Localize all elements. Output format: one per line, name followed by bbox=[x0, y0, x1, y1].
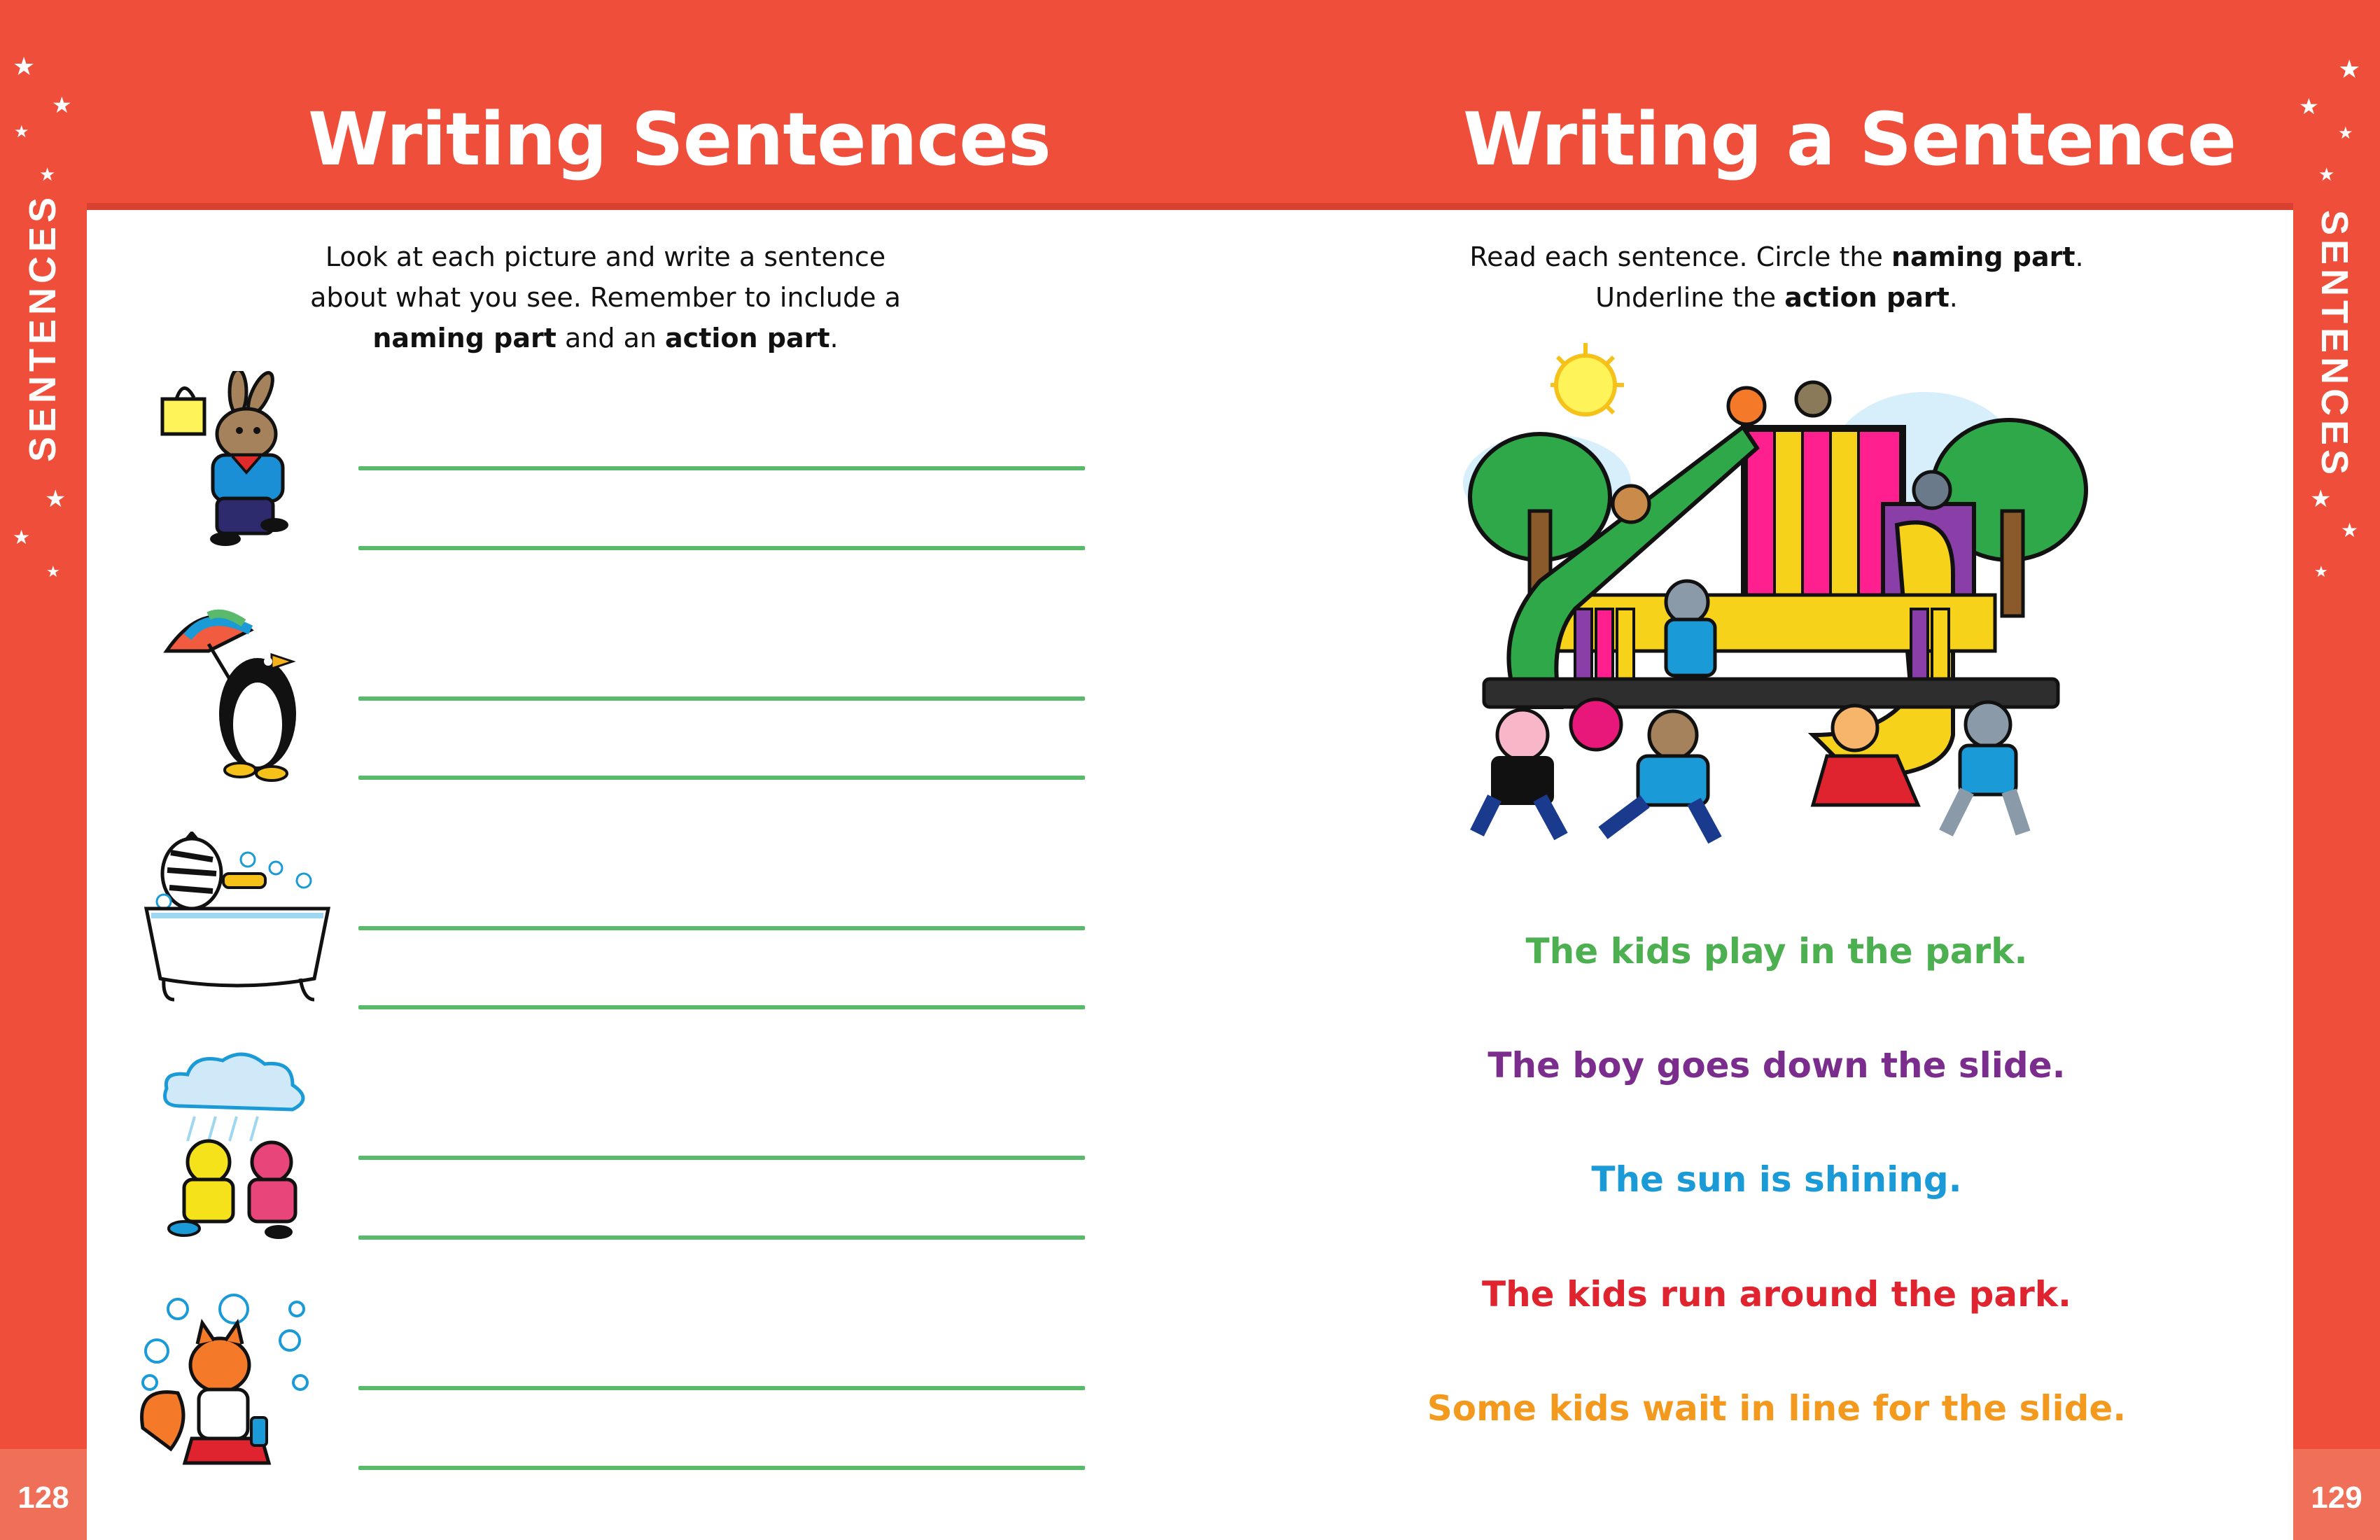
left-instructions bbox=[238, 237, 973, 358]
star-icon: ★ bbox=[13, 526, 31, 549]
star-icon: ★ bbox=[2338, 123, 2353, 143]
right-page-title: Writing a Sentence bbox=[1463, 97, 2236, 182]
sentence-4[interactable]: The kids run around the park. bbox=[1481, 1274, 2072, 1315]
star-icon: ★ bbox=[13, 52, 36, 81]
writing-line[interactable] bbox=[358, 1156, 1085, 1160]
instruction-line-2: about what you see. Remember to include a bbox=[310, 282, 901, 313]
sentence-5[interactable]: Some kids wait in line for the slide. bbox=[1427, 1388, 2127, 1429]
star-icon: ★ bbox=[14, 122, 29, 141]
writing-line[interactable] bbox=[358, 546, 1085, 550]
star-icon: ★ bbox=[52, 92, 72, 118]
penguin-with-umbrella-picture bbox=[160, 602, 321, 784]
star-icon: ★ bbox=[39, 164, 56, 186]
writing-line[interactable] bbox=[358, 1005, 1085, 1009]
fox-blowing-bubbles-picture bbox=[136, 1288, 318, 1484]
writing-line[interactable] bbox=[358, 1236, 1085, 1240]
star-icon: ★ bbox=[2299, 93, 2319, 120]
star-icon: ★ bbox=[45, 485, 66, 513]
instruction-line-1: Read each sentence. Circle the naming part. bbox=[1469, 241, 2084, 272]
instruction-line-2: Underline the action part. bbox=[1595, 282, 1958, 313]
writing-line[interactable] bbox=[358, 776, 1085, 780]
rabbit-with-gift-picture bbox=[155, 371, 316, 553]
star-icon: ★ bbox=[2338, 55, 2361, 84]
sentence-3[interactable]: The sun is shining. bbox=[1591, 1159, 1962, 1200]
zebra-in-bathtub-picture bbox=[143, 832, 332, 1014]
kids-in-rain-picture bbox=[153, 1050, 321, 1246]
playground-illustration bbox=[1463, 343, 2093, 861]
sentence-1[interactable]: The kids play in the park. bbox=[1525, 931, 2028, 972]
writing-line[interactable] bbox=[358, 696, 1085, 701]
right-side-label: SENTENCES bbox=[2314, 210, 2356, 479]
left-page-number: 128 bbox=[18, 1480, 69, 1515]
sentence-2[interactable]: The boy goes down the slide. bbox=[1488, 1045, 2066, 1086]
instruction-line-3: naming part and an action part. bbox=[372, 323, 839, 354]
writing-line[interactable] bbox=[358, 1466, 1085, 1470]
writing-line[interactable] bbox=[358, 466, 1085, 470]
star-icon: ★ bbox=[2310, 485, 2332, 513]
star-icon: ★ bbox=[46, 564, 60, 581]
star-icon: ★ bbox=[2314, 564, 2328, 581]
banner-shadow bbox=[87, 203, 2293, 210]
star-icon: ★ bbox=[2341, 519, 2359, 542]
instruction-line-1: Look at each picture and write a sentence bbox=[325, 241, 886, 272]
star-icon: ★ bbox=[2318, 164, 2335, 186]
right-instructions bbox=[1357, 237, 2197, 318]
writing-line[interactable] bbox=[358, 926, 1085, 930]
left-side-label: SENTENCES bbox=[22, 192, 64, 462]
writing-line[interactable] bbox=[358, 1386, 1085, 1390]
left-page-title: Writing Sentences bbox=[308, 97, 1051, 182]
right-page-number: 129 bbox=[2311, 1480, 2362, 1515]
